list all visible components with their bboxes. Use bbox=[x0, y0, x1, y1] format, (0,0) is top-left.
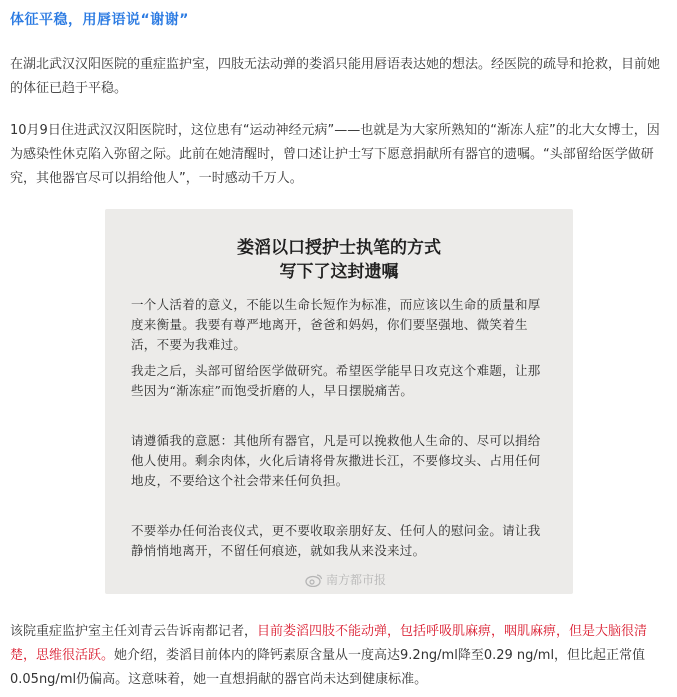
highlighted-quote: 目前娄滔四肢不能动弹，包括呼吸肌麻痹，咽肌麻痹，但是大脑很清楚，思维很活跃。 bbox=[10, 624, 648, 663]
paragraph-3-intro: 该院重症监护室主任刘青云告诉南都记者， bbox=[10, 624, 258, 639]
weibo-icon bbox=[305, 573, 323, 587]
will-image bbox=[105, 209, 573, 594]
article-heading: 体征平稳，用唇语说“谢谢” bbox=[10, 12, 189, 28]
paragraph-1: 在湖北武汉汉阳医院的重症监护室，四肢无法动弹的娄滔只能用唇语表达她的想法。经医院的疏导和抢救，目前她的体征已趋于平稳。 bbox=[10, 57, 661, 96]
paragraph-3-rest: 她介绍，娄滔目前体内的降钙素原含量从一度高达9.2ng/ml降至0.29 ng/ml，但比起正常值0.05ng/ml仍偏高。这意味着，她一直想捐献的器官尚未达到健康标准。 bbox=[10, 648, 646, 687]
will-paragraph-1: 一个人活着的意义，不能以生命长短作为标准，而应该以生命的质量和厚度来衡量。我要有尊严地离开，爸爸和妈妈，你们要坚强地、微笑着生活，不要为我难过。 bbox=[131, 297, 541, 352]
will-paragraph-2: 我走之后，头部可留给医学做研究。希望医学能早日攻克这个难题，让那些因为“渐冻症”而饱受折磨的人，早日摆脱痛苦。 bbox=[131, 363, 541, 398]
will-paragraph-3: 请遵循我的意愿：其他所有器官，凡是可以挽救他人生命的、尽可以捐给他人使用。剩余肉体，火化后请将骨灰撒进长江，不要修坟头、占用任何地皮，不要给这个社会带来任何负担。 bbox=[131, 433, 541, 488]
will-title-line-2: 写下了这封遗嘱 bbox=[279, 262, 399, 282]
watermark bbox=[305, 571, 386, 588]
paragraph-3 bbox=[10, 620, 665, 692]
paragraph-2: 10月9日住进武汉汉阳医院时，这位患有“运动神经元病”——也就是为大家所熟知的“渐冻人症”的北大女博士，因为感染性休克陷入弥留之际。此前在她清醒时，曾口述让护士写下愿意捐献所有器官的遗嘱。“头部留给医学做研究，其他器官尽可以捐给他人”，一时感动千万人。 bbox=[10, 123, 660, 186]
watermark-text: 南方都市报 bbox=[326, 573, 387, 587]
will-paragraph-4: 不要举办任何治丧仪式，更不要收取亲朋好友、任何人的慰问金。请让我静悄悄地离开，不留任何痕迹，就如我从来没来过。 bbox=[131, 523, 541, 558]
will-title-line-1: 娄滔以口授护士执笔的方式 bbox=[237, 238, 441, 258]
